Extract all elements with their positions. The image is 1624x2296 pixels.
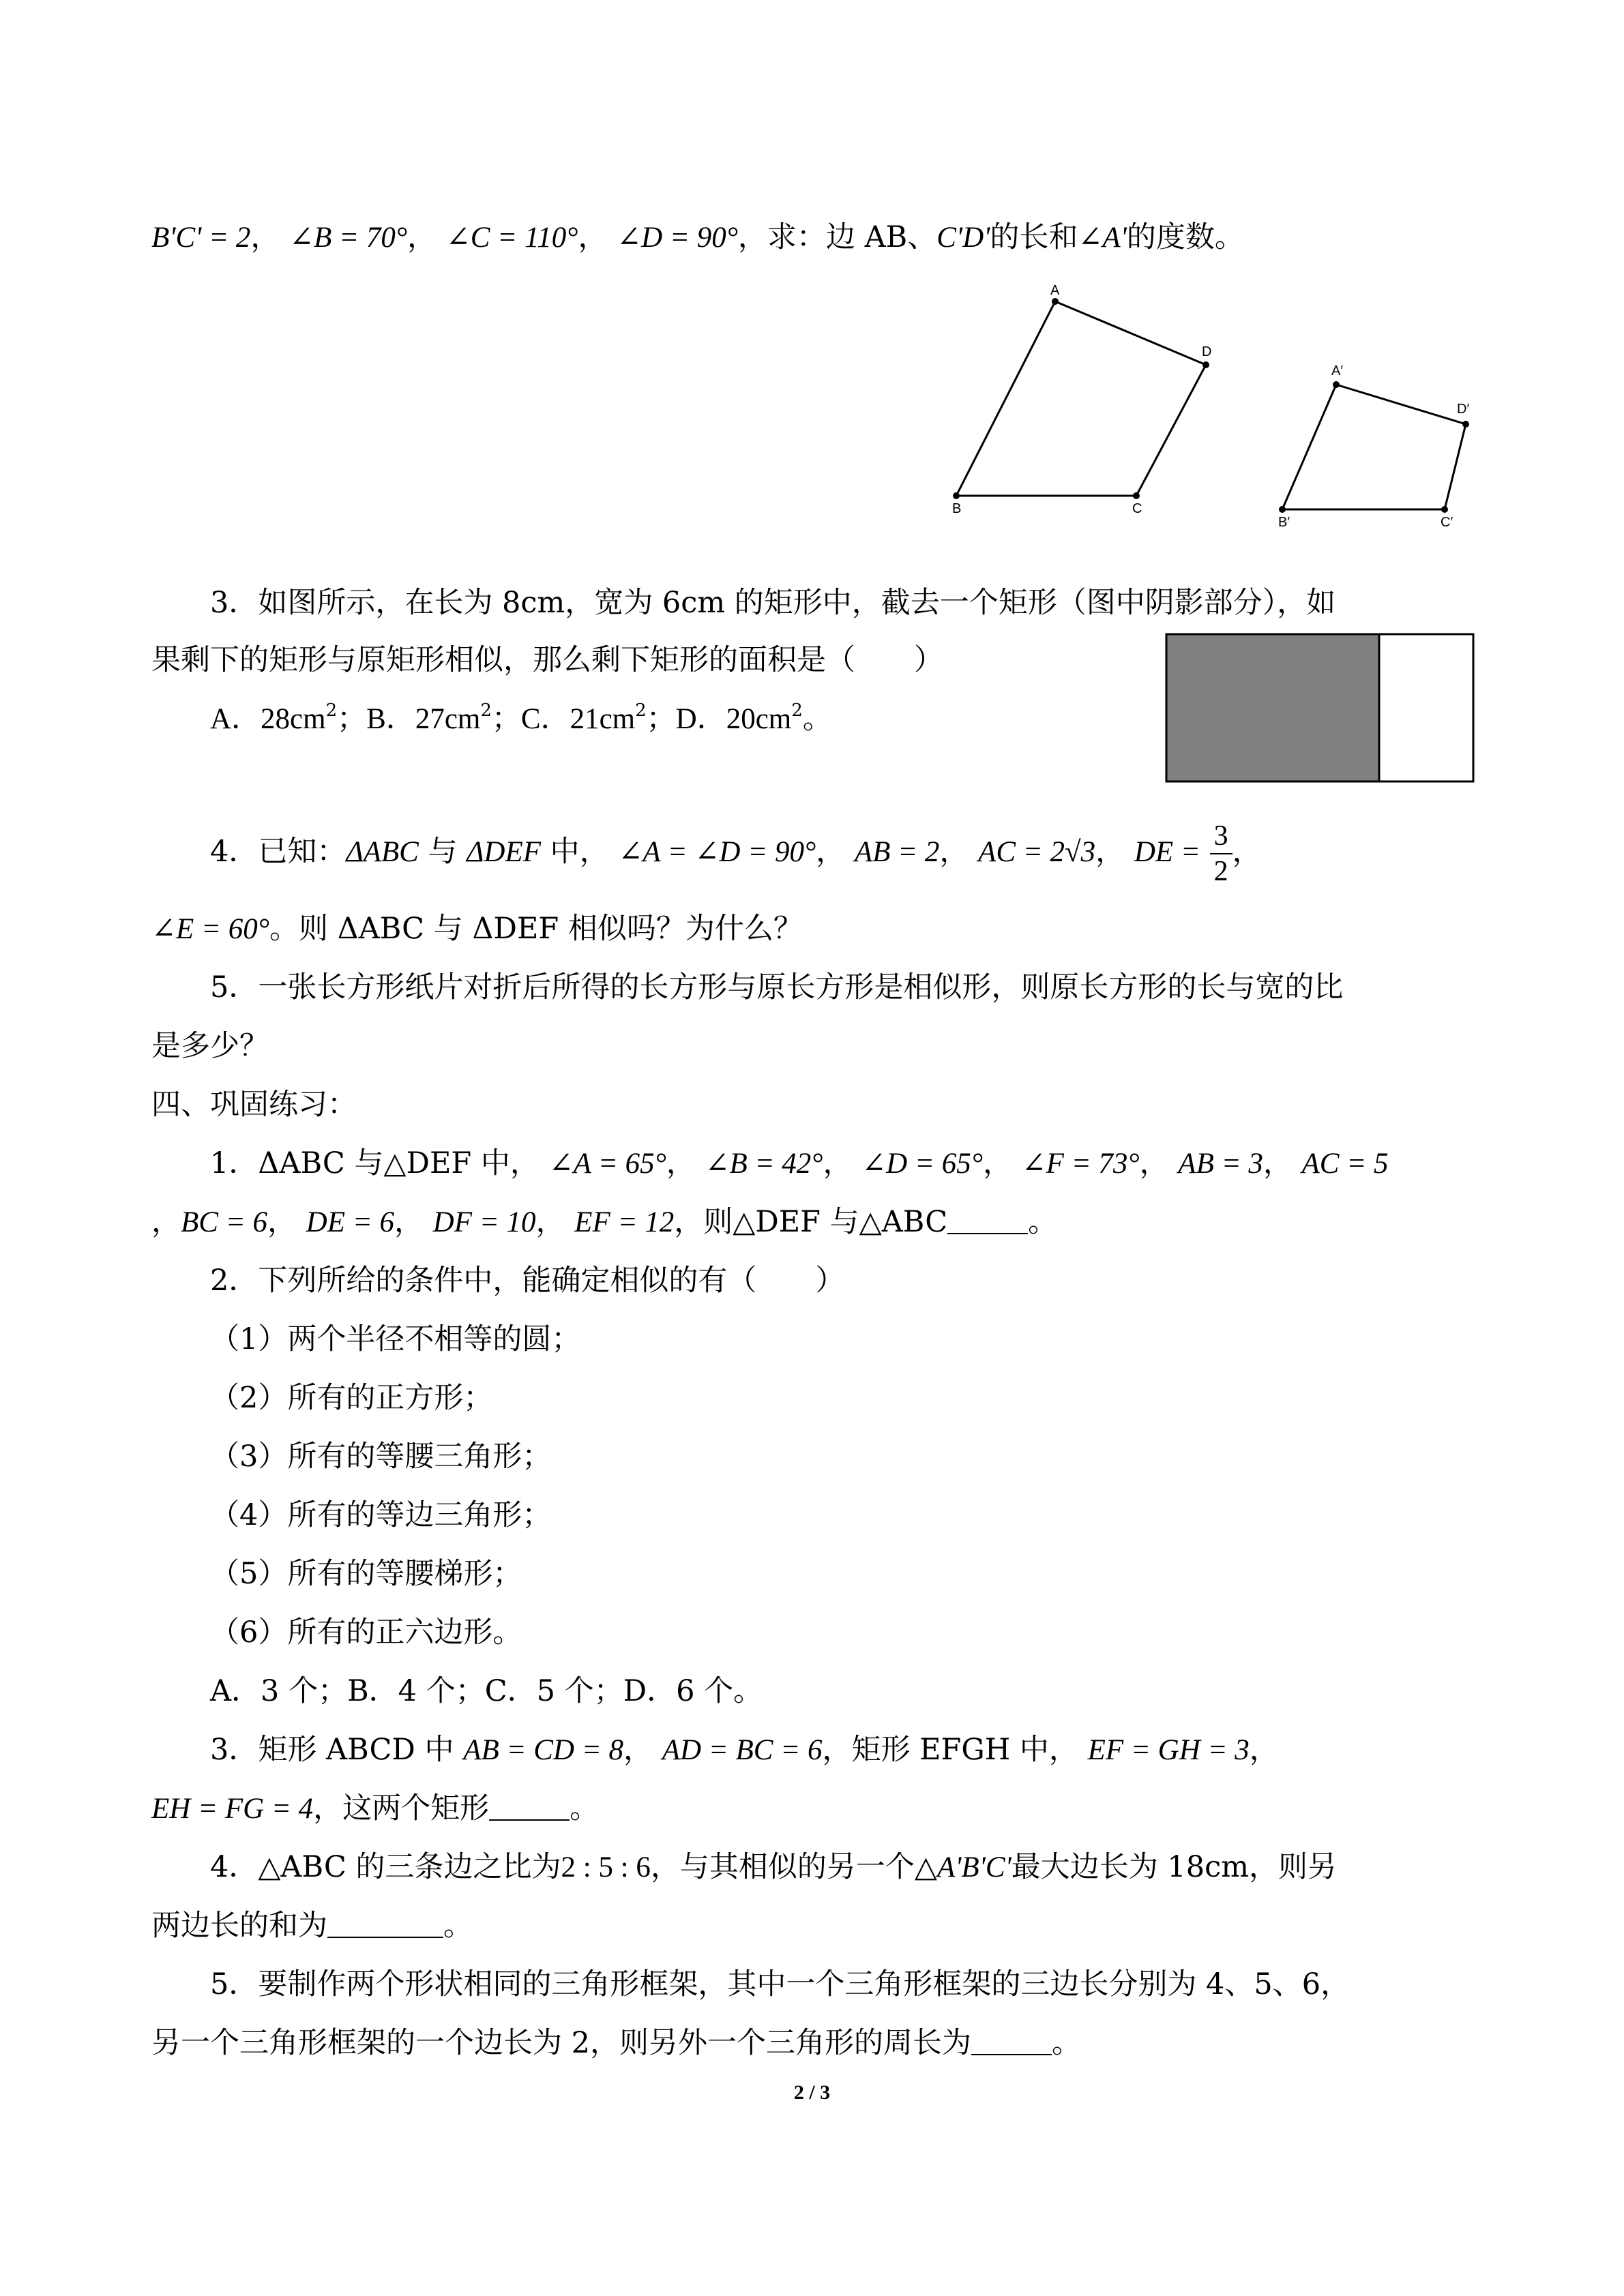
p2-item-6: （6）所有的正六边形。: [210, 1615, 522, 1650]
p1-line1: 1．ΔABC 与△DEF 中， ∠A = 65°， ∠B = 42°， ∠D = 65°， ∠F = 73°， AB = 3， AC = 5: [210, 1146, 1389, 1180]
cd-side: C'D': [936, 222, 990, 254]
q3-line1: 3．如图所示，在长为 8cm，宽为 6cm 的矩形中，截去一个矩形（图中阴影部分），如: [210, 586, 1336, 620]
vertex-label-c-prime: C′: [1441, 515, 1453, 530]
q2-ask3: 的度数。: [1126, 220, 1244, 254]
q3-options: A．$28cm^2$；B．$27cm^2$；C．$21cm^2$；D．$20cm^2$。: [210, 700, 832, 736]
answer-blank: [971, 2027, 1052, 2055]
angle-e: ∠E = 60°: [151, 913, 270, 945]
vertex-label-a-prime: A′: [1331, 363, 1344, 378]
vertex-label-a: A: [1050, 283, 1060, 298]
option-c: ；C．21cm: [491, 703, 636, 735]
p2-options: A．3 个；B．4 个；C．5 个；D．6 个。: [210, 1674, 763, 1708]
section-title: 四、巩固练习：: [151, 1088, 357, 1122]
vertex-label-d: D: [1202, 344, 1212, 359]
answer-blank: [327, 1909, 443, 1938]
triangle-def: ΔDEF: [467, 836, 541, 868]
p5-line2: 另一个三角形框架的一个边长为 2，则另外一个三角形的周长为 。: [151, 2026, 1082, 2060]
option-b: ；B．27cm: [337, 703, 481, 735]
q2-ask: ，求：边 AB、: [737, 220, 937, 254]
option-d: ；D．20cm: [646, 703, 792, 735]
page-number: 2 / 3: [793, 2081, 831, 2104]
fraction-three-halves: $\frac{3}{2}$: [1210, 822, 1232, 886]
q5-line1: 5．一张长方形纸片对折后所得的长方形与原长方形是相似形，则原长方形的长与宽的比: [210, 970, 1344, 1004]
answer-blank: [947, 1206, 1028, 1234]
p2-item-1: （1）两个半径不相等的圆；: [210, 1322, 581, 1356]
p5-line1: 5．要制作两个形状相同的三角形框架，其中一个三角形框架的三边长分别为 4、5、6，: [210, 1967, 1350, 2001]
answer-blank: [489, 1792, 570, 1821]
p2-title: 2．下列所给的条件中，能确定相似的有（ ）: [210, 1264, 845, 1298]
rectangle-figure: [1165, 633, 1476, 786]
ac-length: AC = 2√3: [978, 836, 1096, 868]
p3-line2: EH = FG = 4，这两个矩形 。: [151, 1791, 600, 1825]
angle-d: ∠D = 90°: [617, 222, 738, 254]
p3-line1: 3．矩形 ABCD 中 AB = CD = 8， AD = BC = 6，矩形 EFGH 中， EF = GH = 3，: [210, 1733, 1279, 1767]
option-a: A．28cm: [210, 703, 326, 735]
angle-b: ∠B = 70°: [289, 222, 408, 254]
angle-a-prime: ∠A': [1078, 222, 1127, 254]
q5-line2: 是多少？: [151, 1029, 269, 1063]
q2-continuation: B'C' = 2， ∠B = 70°， ∠C = 110°， ∠D = 90°，求：边 AB、C'D'的长和∠A'的度数。: [151, 220, 1244, 254]
shaded-rectangle: [1166, 634, 1379, 781]
p2-item-5: （5）所有的等腰梯形；: [210, 1557, 522, 1591]
q2-ask2: 的长和: [990, 220, 1078, 254]
p2-item-4: （4）所有的等边三角形；: [210, 1498, 552, 1532]
vertex-label-c: C: [1132, 501, 1142, 516]
de-length: DE =: [1134, 836, 1200, 868]
vertex-label-b-prime: B′: [1278, 515, 1290, 530]
q4-line1: 4．已知：ΔABC 与 ΔDEF 中， ∠A = ∠D = 90°， AB = 2， AC = 2√3， DE = $\frac{3}{2}$ ，: [210, 820, 1262, 887]
quadrilateral-a1b1c1d1: [1278, 363, 1469, 530]
q4-line2: ∠E = 60°。则 ΔABC 与 ΔDEF 相似吗？为什么？: [151, 912, 803, 946]
quadrilateral-abcd: [952, 283, 1211, 516]
p1-line2: ，BC = 6， DE = 6， DF = 10， EF = 12，则△DEF 与△ABC 。: [151, 1205, 1058, 1239]
q3-line2: 果剩下的矩形与原矩形相似，那么剩下矩形的面积是（ ）: [151, 643, 943, 677]
p4-line1: 4．△ABC 的三条边之比为2 : 5 : 6，与其相似的另一个△A'B'C'最大边长为 18cm，则另: [210, 1850, 1337, 1884]
bc-length: B'C' = 2: [151, 222, 251, 254]
quadrilateral-figures: [928, 273, 1487, 532]
triangle-abc: ΔABC: [346, 836, 419, 868]
vertex-label-d-prime: D′: [1457, 402, 1470, 417]
angle-a-d: ∠A = ∠D = 90°: [618, 836, 816, 868]
p2-item-3: （3）所有的等腰三角形；: [210, 1440, 552, 1474]
p2-item-2: （2）所有的正方形；: [210, 1381, 493, 1415]
p4-line2: 两边长的和为 。: [151, 1909, 473, 1943]
angle-c: ∠C = 110°: [445, 222, 578, 254]
vertex-label-b: B: [952, 501, 962, 516]
ab-length: AB = 2: [854, 836, 940, 868]
